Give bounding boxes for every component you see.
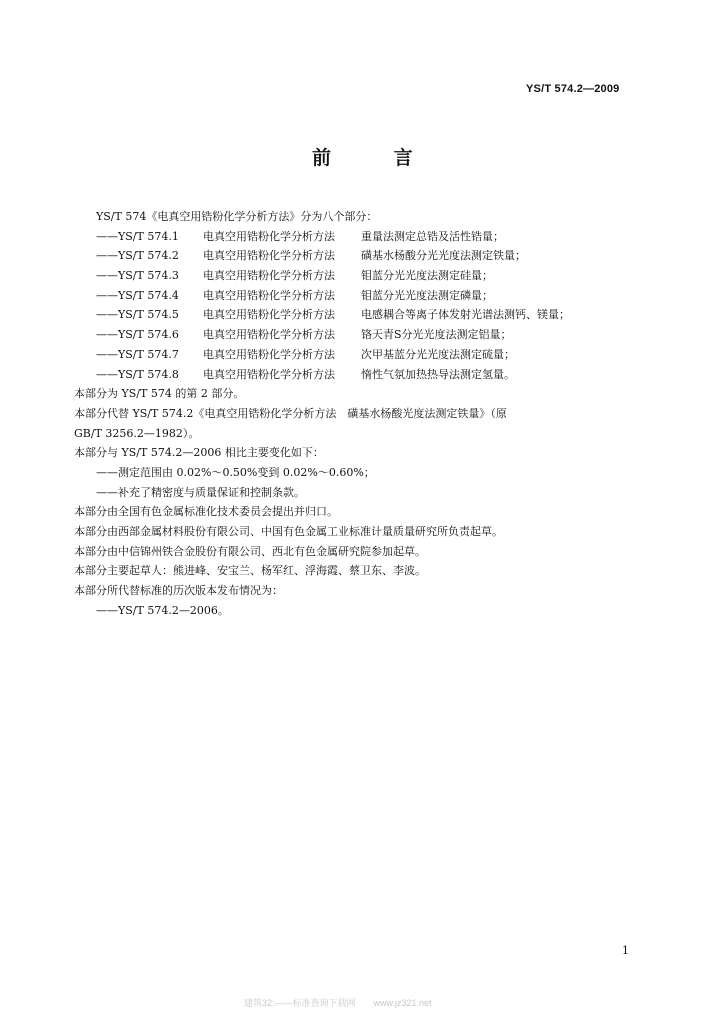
changes-intro-paragraph: 本部分与 YS/T 574.2—2006 相比主要变化如下：: [74, 446, 324, 460]
part-method: 电真空用锆粉化学分析方法: [203, 347, 335, 361]
parts-list: [96, 227, 636, 385]
part-method: 电真空用锆粉化学分析方法: [203, 288, 335, 302]
foreword-body: [74, 207, 636, 620]
part-topic: 钼蓝分光光度法测定硅量；: [361, 269, 493, 283]
history-item: ——YS/T 574.2—2006。: [96, 603, 229, 617]
drafter-paragraph: 本部分由西部金属材料股份有限公司、中国有色金属工业标准计量质量研究所负责起草。: [74, 525, 503, 538]
change-item: ——测定范围由 0.02%～0.50%变到 0.02%～0.60%；: [96, 465, 375, 479]
list-item: [96, 286, 636, 306]
part-topic: 电感耦合等离子体发射光谱法测钙、镁量；: [361, 308, 570, 322]
part-topic: 钼蓝分光光度法测定磷量；: [361, 288, 493, 302]
list-item: [96, 266, 636, 286]
part-number-paragraph: 本部分为 YS/T 574 的第 2 部分。: [74, 387, 245, 401]
part-topic: 重量法测定总锆及活性锆量；: [361, 229, 504, 243]
part-method: 电真空用锆粉化学分析方法: [203, 229, 335, 243]
replacement-paragraph-line1: 本部分代替 YS/T 574.2《电真空用锆粉化学分析方法 磺基水杨酸光度法测定铁量》（原: [74, 406, 507, 420]
part-method: 电真空用锆粉化学分析方法: [203, 367, 335, 381]
part-code: ——YS/T 574.7: [96, 347, 179, 361]
history-intro-paragraph: 本部分所代替标准的历次版本发布情况为：: [74, 584, 283, 598]
change-item: ——补充了精密度与质量保证和控制条款。: [96, 485, 305, 499]
part-method: 电真空用锆粉化学分析方法: [203, 328, 335, 342]
part-method: 电真空用锆粉化学分析方法: [203, 249, 335, 263]
watermark: 建筑32:——标准查询下载网 www.jz321.net: [244, 998, 432, 1008]
list-item: [96, 305, 636, 325]
participant-paragraph: 本部分由中信锦州铁合金股份有限公司、西北有色金属研究院参加起草。: [74, 544, 426, 558]
list-item: [96, 227, 636, 247]
part-code: ——YS/T 574.5: [96, 308, 179, 322]
part-code: ——YS/T 574.1: [96, 229, 179, 243]
part-method: 电真空用锆粉化学分析方法: [203, 308, 335, 322]
part-code: ——YS/T 574.4: [96, 288, 179, 302]
list-item: [96, 345, 636, 365]
part-topic: 次甲基蓝分光光度法测定硫量；: [361, 347, 515, 361]
proposer-paragraph: 本部分由全国有色金属标准化技术委员会提出并归口。: [74, 505, 338, 519]
page-number: 1: [622, 944, 629, 957]
replacement-paragraph-line2: GB/T 3256.2—1982）。: [74, 426, 200, 440]
part-topic: 惰性气氛加热热导法测定氢量。: [361, 367, 515, 381]
drafters-names-paragraph: 本部分主要起草人：熊进峰、安宝兰、杨军红、浮海霞、蔡卫东、李波。: [74, 564, 426, 578]
standard-code-header: YS/T 574.2—2009: [526, 83, 620, 95]
part-code: ——YS/T 574.8: [96, 367, 179, 381]
list-item: [96, 246, 636, 266]
list-item: [96, 325, 636, 345]
intro-paragraph: YS/T 574《电真空用锆粉化学分析方法》分为八个部分：: [96, 210, 378, 223]
part-topic: 磺基水杨酸分光光度法测定铁量；: [361, 249, 526, 263]
part-code: ——YS/T 574.6: [96, 328, 179, 342]
page-title: 前 言: [312, 147, 441, 169]
part-method: 电真空用锆粉化学分析方法: [203, 269, 335, 283]
part-code: ——YS/T 574.2: [96, 249, 179, 263]
part-topic: 铬天青S分光光度法测定铝量；: [361, 328, 512, 342]
part-code: ——YS/T 574.3: [96, 269, 179, 283]
list-item: [96, 365, 636, 385]
